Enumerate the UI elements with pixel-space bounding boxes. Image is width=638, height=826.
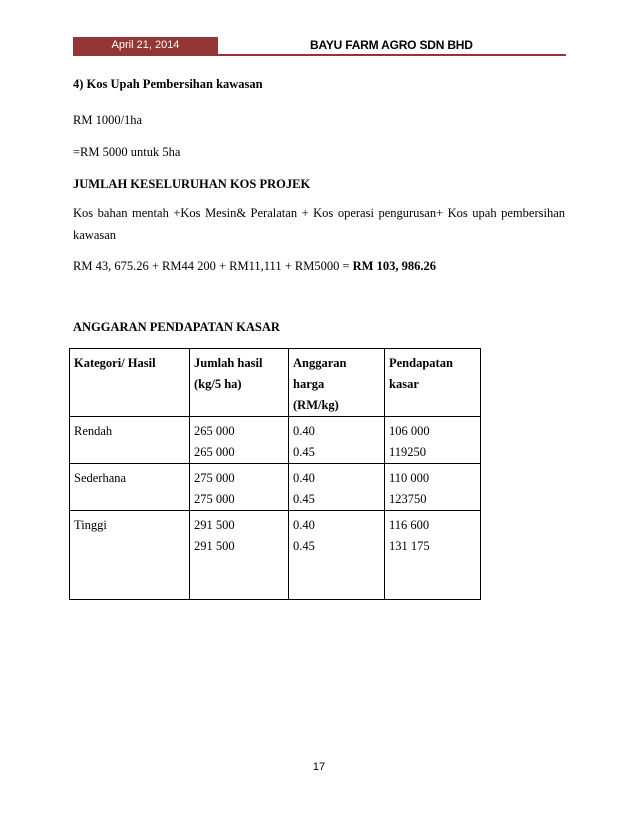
cell-text: 265 000: [194, 445, 235, 459]
project-total-calculation: [73, 259, 436, 274]
calculation-result: RM 103, 986.26: [352, 259, 436, 273]
cell-text: 0.40: [293, 518, 315, 532]
project-total-heading: JUMLAH KESELURUHAN KOS PROJEK: [73, 177, 311, 191]
calculation-terms: RM 43, 675.26 + RM44 200 + RM11,111 + RM5000 =: [73, 259, 353, 273]
header-line: Pendapatan: [389, 356, 453, 370]
cell-income: [385, 417, 481, 464]
col-header-category: [70, 349, 190, 417]
header-company-name: BAYU FARM AGRO SDN BHD: [310, 38, 473, 52]
cell-text: 119250: [389, 445, 427, 459]
cell-text: 291 500: [194, 539, 235, 553]
cell-price: [289, 511, 385, 600]
income-table: [69, 348, 481, 600]
header-line: Kategori/ Hasil: [74, 356, 156, 370]
cell-text: 265 000: [194, 424, 235, 438]
table-row: [70, 464, 481, 511]
table-row: [70, 417, 481, 464]
project-total-formula-line2: kawasan: [73, 228, 117, 242]
header-line: Jumlah hasil: [194, 356, 263, 370]
cell-income: [385, 511, 481, 600]
header-line: (RM/kg): [293, 398, 339, 412]
cell-text: 123750: [389, 492, 427, 506]
table-header-row: [70, 349, 481, 417]
col-header-price: [289, 349, 385, 417]
cell-text: Sederhana: [74, 471, 127, 485]
cell-text: 110 000: [389, 471, 430, 485]
cleaning-rate: RM 1000/1ha: [73, 113, 143, 127]
cell-text: 0.45: [293, 445, 315, 459]
income-heading: ANGGARAN PENDAPATAN KASAR: [73, 320, 280, 334]
cell-yield: [190, 417, 289, 464]
col-header-income: [385, 349, 481, 417]
cell-yield: [190, 511, 289, 600]
cell-text: 0.40: [293, 471, 315, 485]
cell-income: [385, 464, 481, 511]
cell-category: [70, 511, 190, 600]
cell-text: 0.40: [293, 424, 315, 438]
cell-price: [289, 464, 385, 511]
header-line: (kg/5 ha): [194, 377, 242, 391]
cleaning-total: =RM 5000 untuk 5ha: [73, 145, 181, 159]
cell-text: Tinggi: [74, 518, 107, 532]
cell-text: Rendah: [74, 424, 113, 438]
cell-category: [70, 417, 190, 464]
cell-text: 275 000: [194, 471, 235, 485]
cell-price: [289, 417, 385, 464]
cell-category: [70, 464, 190, 511]
cell-text: 275 000: [194, 492, 235, 506]
header-line: kasar: [389, 377, 419, 391]
header-line: Anggaran: [293, 356, 347, 370]
header-date: April 21, 2014: [73, 37, 218, 54]
cell-yield: [190, 464, 289, 511]
page-number: 17: [312, 761, 326, 773]
cell-text: 0.45: [293, 539, 315, 553]
table-row: [70, 511, 481, 600]
section-heading-cleaning-cost: 4) Kos Upah Pembersihan kawasan: [73, 77, 263, 91]
cell-text: 116 600: [389, 518, 430, 532]
cell-text: 106 000: [389, 424, 430, 438]
header-line: harga: [293, 377, 325, 391]
col-header-yield: [190, 349, 289, 417]
cell-text: 0.45: [293, 492, 315, 506]
cell-text: 131 175: [389, 539, 430, 553]
project-total-formula-line1: Kos bahan mentah +Kos Mesin& Peralatan + Kos operasi pengurusan+ Kos upah pembersihan: [73, 206, 565, 220]
header-rule: [73, 54, 566, 56]
cell-text: 291 500: [194, 518, 235, 532]
